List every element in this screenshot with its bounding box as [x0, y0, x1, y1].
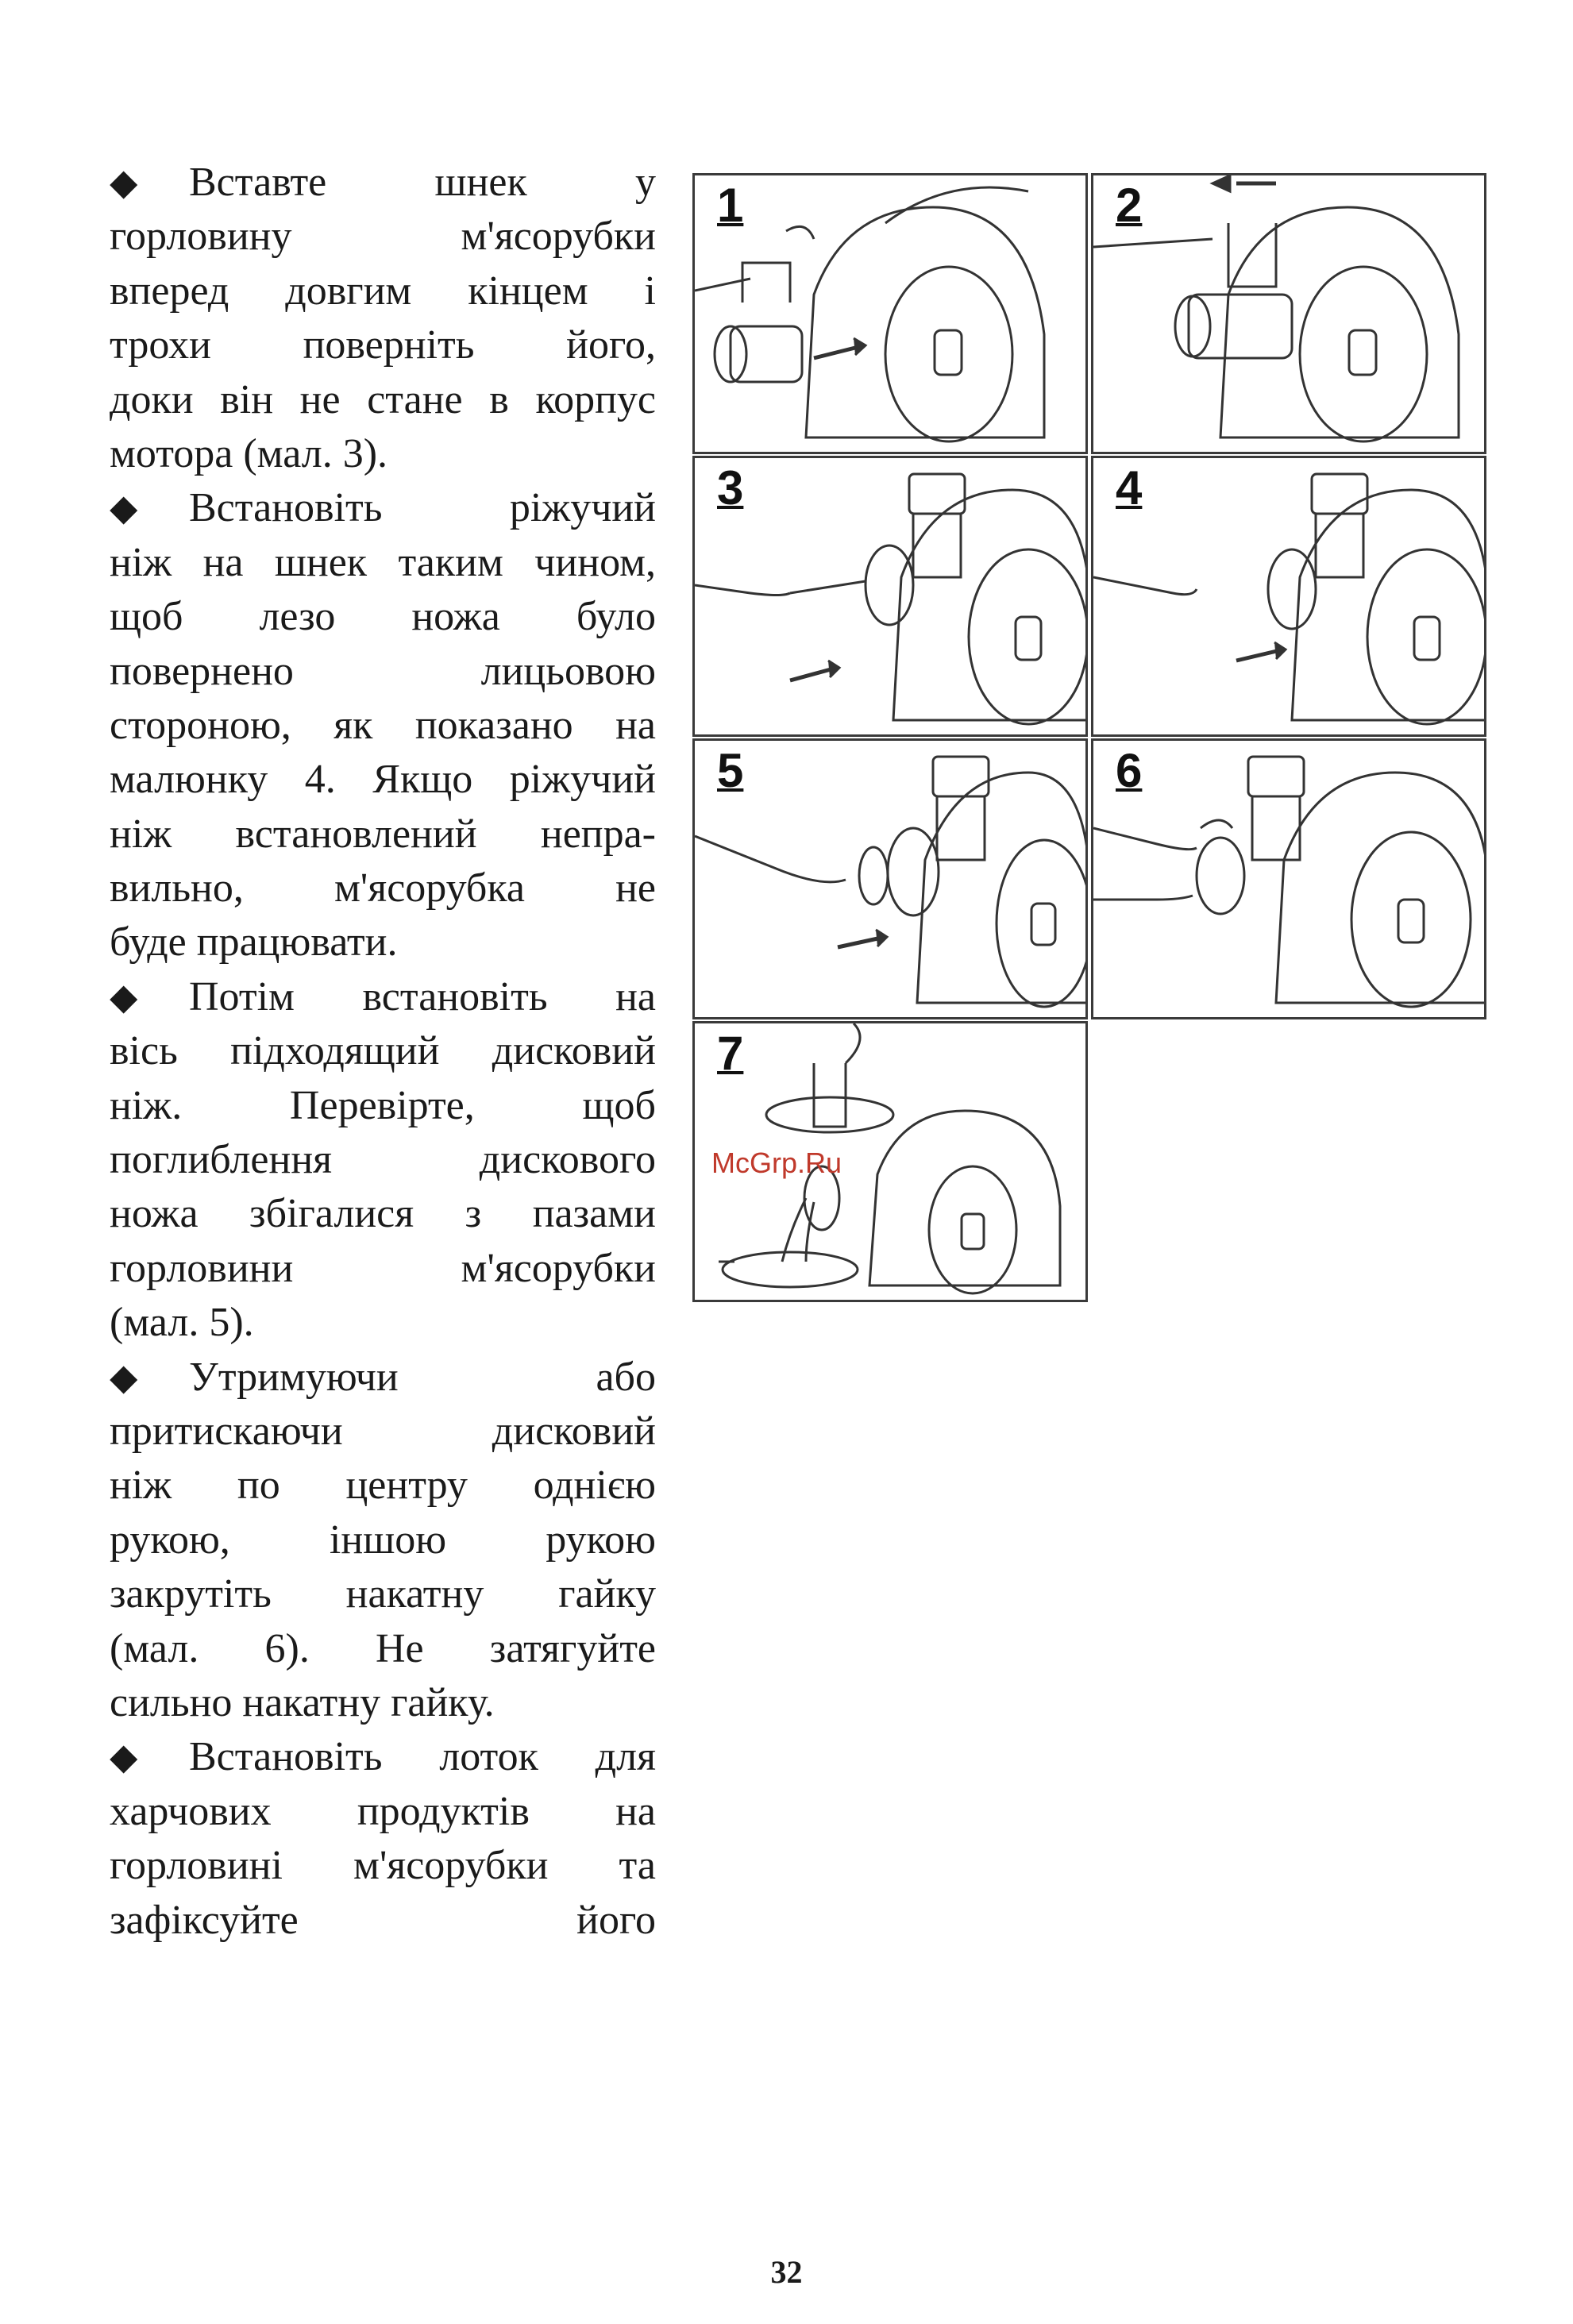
figure-number: 1: [717, 179, 744, 232]
figure-grid: [692, 173, 1486, 1304]
figure-number: 7: [717, 1027, 744, 1080]
text-line-content: Встановіть лоток для: [189, 1734, 656, 1780]
text-line: вісь підходящий дисковий: [110, 1028, 656, 1074]
text-line-content: Встановіть ріжучий: [189, 485, 656, 531]
text-line: доки він не стане в корпус: [110, 376, 656, 422]
figure-number: 5: [717, 744, 744, 797]
text-line-content: Утримуючи або: [189, 1354, 656, 1400]
text-line: горловини м'ясорубки: [110, 1245, 656, 1291]
watermark: McGrp.Ru: [711, 1147, 842, 1179]
text-line: малюнку 4. Якщо ріжучий: [110, 757, 656, 803]
figure-number: 2: [1116, 179, 1143, 232]
text-line: [110, 970, 656, 1024]
diamond-bullet-icon: ◆: [110, 1736, 138, 1778]
text-line: рукою, іншою рукою: [110, 1517, 656, 1563]
meat-grinder-illustration: [695, 175, 1088, 454]
text-line: вперед довгим кінцем і: [110, 268, 656, 314]
text-line: ніж на шнек таким чином,: [110, 539, 656, 585]
text-line: [110, 481, 656, 535]
figure-number: 4: [1116, 461, 1143, 515]
text-line: (мал. 5).: [110, 1300, 254, 1346]
text-line: притискаючи дисковий: [110, 1408, 656, 1454]
text-line: ніж встановлений непра-: [110, 811, 656, 857]
figure-panel-1: [692, 173, 1088, 454]
text-line-content: Вставте шнек у: [189, 160, 656, 205]
page-number: 32: [770, 2254, 803, 2290]
meat-grinder-illustration: [1093, 175, 1486, 454]
figure-panel-4: [1091, 456, 1486, 737]
instruction-text-column: [110, 156, 656, 1948]
text-line: [110, 1351, 656, 1405]
figure-panel-2: [1091, 173, 1486, 454]
figure-number: 6: [1116, 744, 1143, 797]
meat-grinder-illustration: [695, 741, 1088, 1019]
text-line: (мал. 6). Не затягуйте: [110, 1625, 656, 1671]
diamond-bullet-icon: ◆: [110, 162, 138, 202]
figure-panel-6: [1091, 738, 1486, 1019]
text-line: щоб лезо ножа було: [110, 594, 656, 640]
diamond-bullet-icon: ◆: [110, 1356, 138, 1397]
text-line: стороною, як показано на: [110, 702, 656, 748]
text-line: горловину м'ясорубки: [110, 214, 656, 260]
diamond-bullet-icon: ◆: [110, 488, 138, 529]
text-line: закрутіть накатну гайку: [110, 1571, 656, 1617]
text-line: [110, 156, 656, 210]
text-line: харчових продуктів на: [110, 1788, 656, 1834]
text-line: трохи поверніть його,: [110, 322, 656, 368]
text-line: сильно накатну гайку.: [110, 1679, 495, 1725]
text-line: зафіксуйте його: [110, 1897, 656, 1943]
text-line: повернено лицьовою: [110, 648, 656, 694]
meat-grinder-illustration: [1093, 741, 1486, 1019]
meat-grinder-illustration: [695, 458, 1088, 737]
meat-grinder-illustration: [1093, 458, 1486, 737]
text-line: буде працювати.: [110, 919, 398, 965]
figure-panel-3: [692, 456, 1088, 737]
text-line: [110, 1730, 656, 1784]
text-line: ніж по центру однією: [110, 1463, 656, 1509]
text-line: горловині м'ясорубки та: [110, 1843, 656, 1889]
diamond-bullet-icon: ◆: [110, 976, 138, 1017]
figure-panel-5: [692, 738, 1088, 1019]
text-line-content: Потім встановіть на: [189, 973, 656, 1019]
text-line: вильно, м'ясорубка не: [110, 865, 656, 911]
text-line: ножа збігалися з пазами: [110, 1191, 656, 1237]
text-line: мотора (мал. 3).: [110, 430, 388, 476]
figure-number: 3: [717, 461, 744, 515]
text-line: поглиблення дискового: [110, 1137, 656, 1183]
text-line: ніж. Перевірте, щоб: [110, 1082, 656, 1128]
